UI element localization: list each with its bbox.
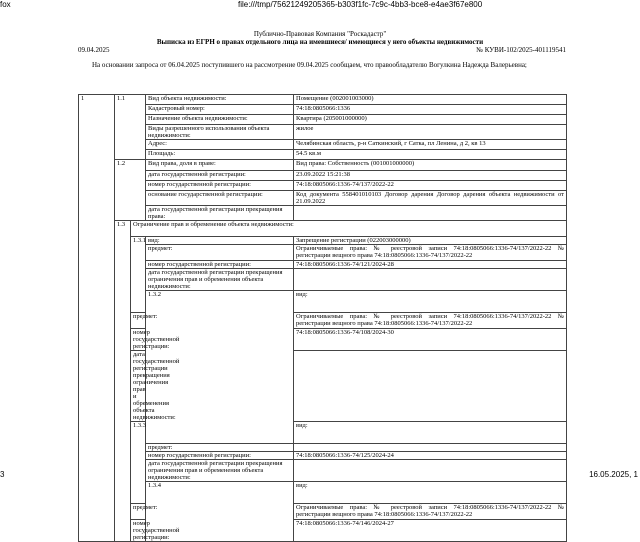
section-number-1-1: 1.1 (115, 95, 146, 160)
field-value: 54.5 кв.м (294, 150, 567, 160)
field-value: жилое (294, 125, 567, 140)
document-title: Выписка из ЕГРН о правах отдельного лица на имевшиеся/ имеющиеся у него объекты недвижимости (156, 38, 484, 46)
field-label: дата государственной регистрации: (146, 171, 294, 181)
field-label: номер государственной регистрации: (131, 329, 146, 351)
field-value: Квартира (205001000000) (294, 115, 567, 125)
field-label: Площадь: (146, 150, 294, 160)
field-label: номер государственной регистрации: (146, 452, 294, 460)
field-label: номер государственной регистрации: (146, 261, 294, 269)
subsection-number: 1.3.2 (146, 291, 294, 444)
field-label: Вид права, доля в праве: (146, 160, 294, 171)
field-value: 74:18:0805066:1336-74/108/2024-30 (294, 329, 567, 351)
field-value: Запрещение регистрации (022003000000) (294, 237, 567, 245)
field-label: номер государственной регистрации: (146, 181, 294, 191)
subsection-number: 1.3.1 (131, 237, 146, 313)
field-value: Челябинская область, р-н Саткинский, г Сатка, пл Ленина, д 2, кв 13 (294, 140, 567, 150)
subsection-number: 1.3.3 (131, 422, 146, 504)
field-label: предмет: (146, 245, 294, 261)
field-value (294, 444, 567, 452)
field-label: вид: (294, 291, 567, 313)
object-number-cell: 1 (79, 95, 115, 542)
subsection-number: 1.3.4 (146, 482, 294, 542)
browser-footer (0, 470, 640, 480)
field-value: 74:18:0805066:1336-74/137/2022-22 (294, 181, 567, 191)
field-label: Виды разрешенного использования объекта недвижимости: (146, 125, 294, 140)
field-label: Вид объекта недвижимости: (146, 95, 294, 105)
restrictions-header: Ограничение прав и обременение объекта недвижимости: (131, 221, 567, 237)
field-label: дата государственной регистрации прекращения ограничения прав и обременения объекта недвижимости: (146, 460, 294, 482)
field-value: Ограничиваемые права: № реестровой записи 74:18:0805066:1336-74/137/2022-22 № регистрации вещного права 74:18:0805066:1336-74/137/2022-22 (294, 245, 567, 261)
field-label: Кадастровый номер: (146, 105, 294, 115)
field-value (294, 351, 567, 422)
field-value: Ограничиваемые права: № реестровой записи 74:18:0805066:1336-74/137/2022-22 № регистрации вещного права 74:18:0805066:1336-74/137/2022-22 (294, 504, 567, 520)
page-number: 3 (0, 470, 5, 479)
field-label: дата государственной регистрации прекращения ограничения прав и обременения объекта недвижимости: (146, 269, 294, 291)
field-value (294, 206, 567, 221)
document-date: 09.04.2025 (78, 46, 110, 54)
field-label: вид: (146, 237, 294, 245)
field-label: дата государственной регистрации прекращения ограничения прав и обременения объекта недвижимости: (131, 351, 146, 422)
field-value (294, 269, 567, 291)
field-label: предмет: (131, 504, 146, 520)
field-label: предмет: (146, 444, 294, 452)
field-value: Помещение (002001003000) (294, 95, 567, 105)
page-url: file:///tmp/75621249205365-b303f1fc-7c9c-4bb3-bce8-e4ae3f67e800 (238, 0, 483, 9)
section-number-1-3: 1.3 (115, 221, 131, 542)
field-label: вид: (294, 422, 567, 444)
field-label: предмет: (131, 313, 146, 329)
document-number: № КУВИ-102/2025-401119541 (476, 46, 566, 54)
section-number-1-2: 1.2 (115, 160, 146, 221)
field-value: 23.09.2022 15:21:38 (294, 171, 567, 181)
organization-name: Публично-Правовая Компания "Роскадастр" (253, 30, 387, 38)
field-label: вид: (294, 482, 567, 504)
field-value: 74:18:0805066:1336-74/125/2024-24 (294, 452, 567, 460)
field-value: 74:18:0805066:1336-74/146/2024-27 (294, 520, 567, 542)
field-label: Назначение объекта недвижимости: (146, 115, 294, 125)
field-value: Ограничиваемые права: № реестровой записи 74:18:0805066:1336-74/137/2022-22 № регистрации вещного права 74:18:0805066:1336-74/137/2022-22 (294, 313, 567, 329)
field-label: Адрес: (146, 140, 294, 150)
field-value: 74:18:0805066:1336 (294, 105, 567, 115)
field-label: дата государственной регистрации прекращения права: (146, 206, 294, 221)
field-label: основание государственной регистрации: (146, 191, 294, 206)
browser-app-name: fox (0, 0, 11, 9)
intro-paragraph: На основании запроса от 06.04.2025 поступившего на рассмотрение 09.04.2025 сообщаем, что правообладателю Вогулкина Надежда Валерьевна; (92, 61, 527, 69)
field-label: номер государственной регистрации: (131, 520, 146, 542)
print-date: 16.05.2025, 1 (589, 470, 638, 479)
field-value: Код документа 558401010103 Договор дарения Договор дарения объекта недвижимости от 21.09.2022 (294, 191, 567, 206)
field-value: 74:18:0805066:1336-74/121/2024-28 (294, 261, 567, 269)
browser-header (0, 0, 640, 10)
field-value: Вид права: Собственность (001001000000) (294, 160, 567, 171)
